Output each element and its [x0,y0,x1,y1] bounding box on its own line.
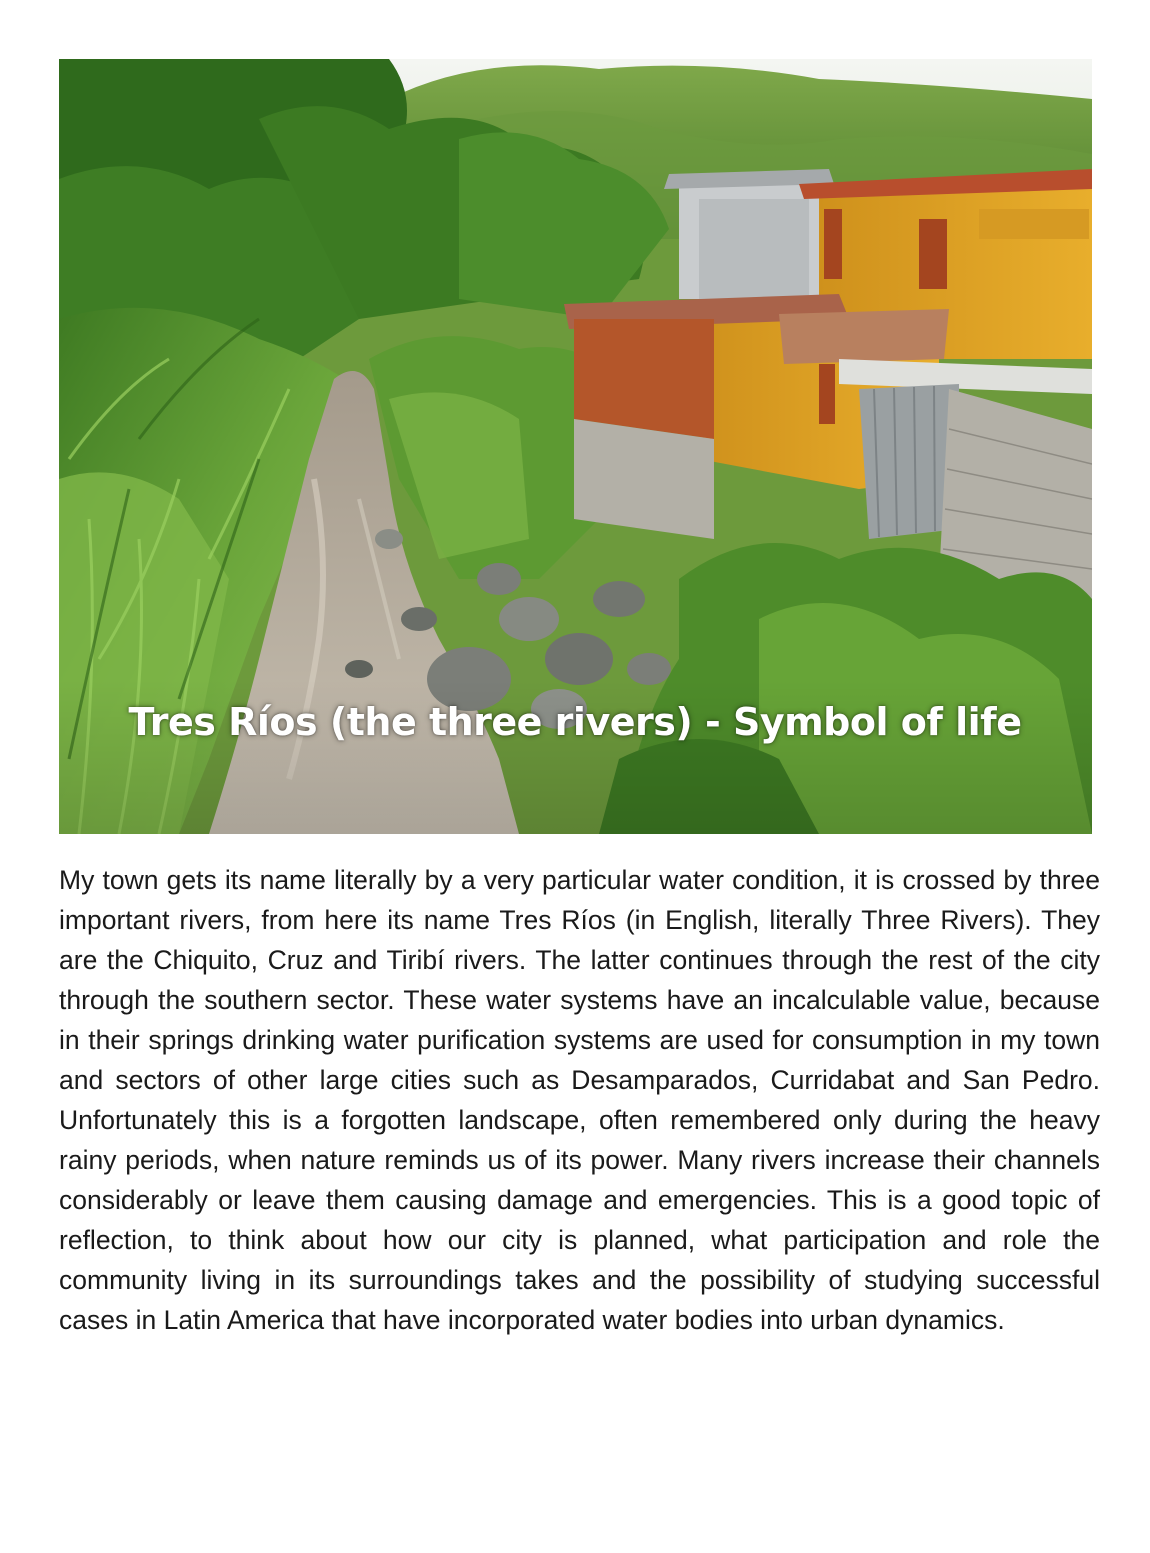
photo-caption: Tres Ríos (the three rivers) - Symbol of life [128,700,1022,744]
house-orange-wall [574,319,714,439]
article-body: My town gets its name literally by a very particular water condition, it is crossed by three important rivers, from here its name Tres Ríos (in English, literally Three Rivers). They are the Chiquito, Cruz and Tiribí rivers. The latter continues through the rest of the city through the southern sector. These water systems have an incalculable value, because in their springs drinking water purification systems are used for consumption in my town and sectors of other large cities such as Desamparados, Curridabat and San Pedro. Unfortunately this is a forgotten landscape, often remembered only during the heavy rainy periods, when nature reminds us of its power. Many rivers increase their channels considerably or leave them causing damage and emergencies. This is a good topic of reflection, to think about how our city is planned, what participation and role the community living in its surroundings takes and the possibility of studying successful cases in Latin America that have incorporated water bodies into urban dynamics. [59,865,1100,1335]
